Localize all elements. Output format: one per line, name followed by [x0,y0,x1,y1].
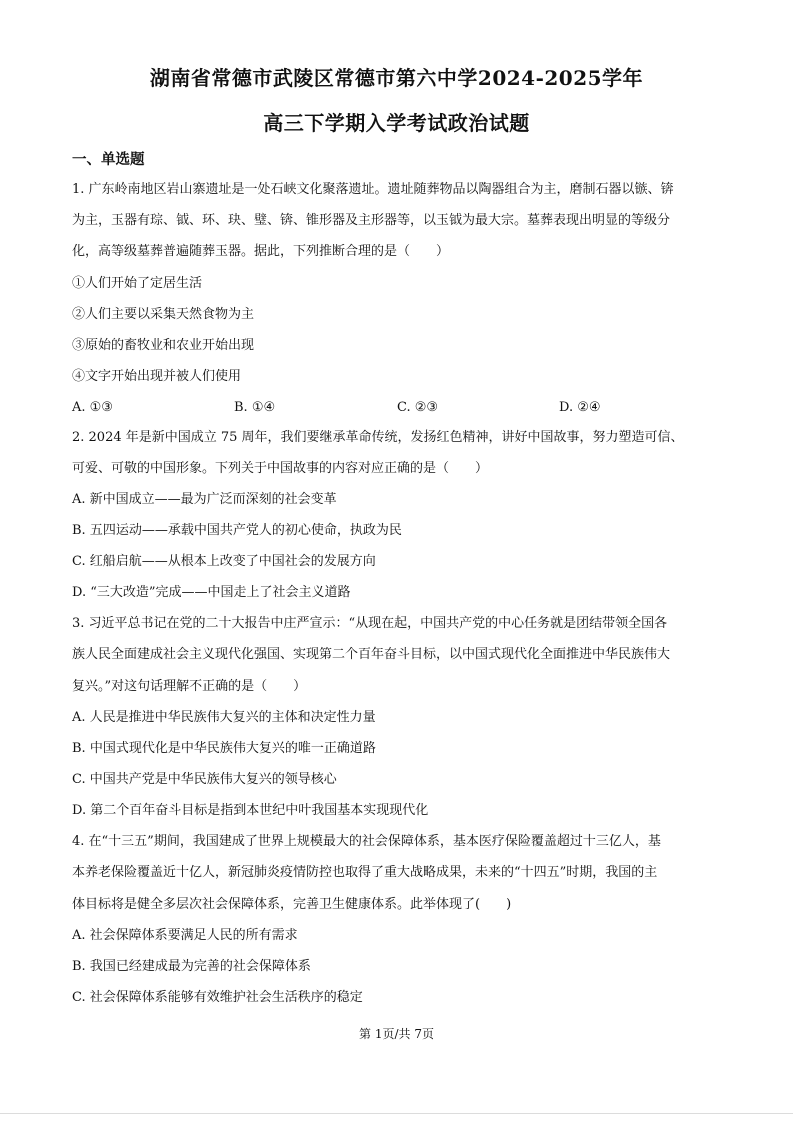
q1-option-a: A. ①③ [72,400,113,415]
q2-option-d: D. “三大改造”完成——中国走上了社会主义道路 [72,585,351,600]
q3-option-a: A. 人民是推进中华民族伟大复兴的主体和决定性力量 [72,710,376,725]
q2-option-b: B. 五四运动——承载中国共产党人的初心使命，执政为民 [72,523,402,538]
q4-option-b: B. 我国已经建成最为完善的社会保障体系 [72,959,311,974]
q1-option-c: C. ②③ [397,400,439,415]
q1-statement-4: ④文字开始出现并被人们使用 [72,369,242,384]
q4-stem-line1: 4. 在“十三五”期间，我国建成了世界上规模最大的社会保障体系，基本医疗保险覆盖超过十三亿人，基 [72,834,661,849]
q1-option-b: B. ①④ [234,400,276,415]
q3-option-d: D. 第二个百年奋斗目标是指到本世纪中叶我国基本实现现代化 [72,803,429,818]
exam-title-line1: 湖南省常德市武陵区常德市第六中学2024-2025学年 [149,66,644,90]
q2-stem-line1: 2. 2024 年是新中国成立 75 周年，我们要继承革命传统，发扬红色精神，讲好中国故事，努力塑造可信、 [72,430,684,445]
q1-statement-2: ②人们主要以采集天然食物为主 [72,307,255,322]
q3-option-b: B. 中国式现代化是中华民族伟大复兴的唯一正确道路 [72,741,376,756]
q2-option-c: C. 红船启航——从根本上改变了中国社会的发展方向 [72,554,376,569]
q3-stem-line3: 复兴。”对这句话理解不正确的是（ ） [72,679,307,694]
q3-option-c: C. 中国共产党是中华民族伟大复兴的领导核心 [72,772,337,787]
section-heading: 一、单选题 [72,151,145,168]
q1-option-d: D. ②④ [559,400,601,415]
q1-stem-line2: 为主，玉器有琮、钺、环、玦、璧、锛、锥形器及主形器等，以玉钺为最大宗。墓葬表现出明显的等级分 [72,213,671,228]
q1-stem-line1: 1. 广东岭南地区岩山寨遗址是一处石峡文化聚落遗址。遗址随葬物品以陶器组合为主，磨制石器以镞、锛 [72,182,674,197]
exam-title-line2: 高三下学期入学考试政治试题 [263,111,530,135]
q2-stem-line2: 可爱、可敬的中国形象。下列关于中国故事的内容对应正确的是（ ） [72,461,489,476]
page-number-footer: 第 1页/共 7页 [359,1027,434,1041]
q4-stem-line3: 体目标将是健全多层次社会保障体系，完善卫生健康体系。此举体现了( ) [72,897,512,912]
q4-option-a: A. 社会保障体系要满足人民的所有需求 [72,928,298,943]
q2-option-a: A. 新中国成立——最为广泛而深刻的社会变革 [72,492,337,507]
q1-statement-1: ①人们开始了定居生活 [72,276,203,291]
q1-stem-line3: 化，高等级墓葬普遍随葬玉器。据此，下列推断合理的是（ ） [72,244,450,259]
q1-statement-3: ③原始的畜牧业和农业开始出现 [72,338,255,353]
q3-stem-line2: 族人民全面建成社会主义现代化强国、实现第二个百年奋斗目标，以中国式现代化全面推进中华民族伟大 [72,647,671,662]
q4-stem-line2: 本养老保险覆盖近十亿人，新冠肺炎疫情防控也取得了重大战略成果，未来的“十四五”时期，我国的主 [72,865,658,880]
q3-stem-line1: 3. 习近平总书记在党的二十大报告中庄严宣示：“从现在起，中国共产党的中心任务就是团结带领全国各 [72,616,668,631]
page-bottom-divider [0,1113,793,1114]
q4-option-c: C. 社会保障体系能够有效维护社会生活秩序的稳定 [72,990,363,1005]
